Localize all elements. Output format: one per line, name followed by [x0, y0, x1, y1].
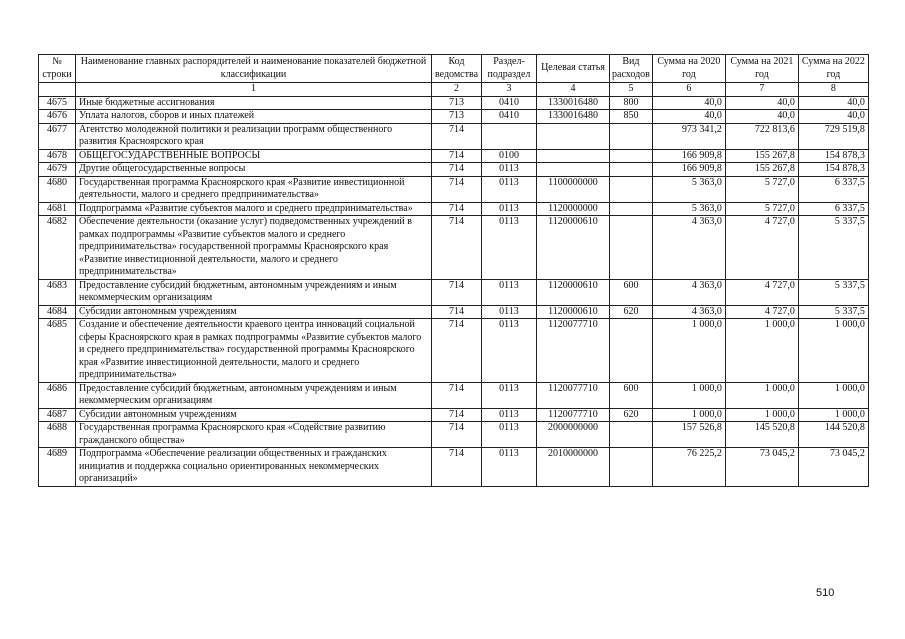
row-number-cell: 4677: [39, 123, 76, 149]
row-dept-cell: 714: [432, 279, 482, 305]
row-target-cell: 2010000000: [537, 448, 610, 487]
table-row: [39, 448, 869, 487]
header-row: [39, 55, 869, 83]
column-number-cell: 4: [537, 83, 610, 97]
row-sum-2021-cell: 155 267,8: [725, 163, 798, 177]
row-exp-type-cell: [610, 149, 653, 163]
row-name-cell: Предоставление субсидий бюджетным, автономным учреждениям и иным некоммерческим организациям: [76, 279, 432, 305]
header-sum-2022: Сумма на 2022 год: [798, 55, 868, 83]
row-sum-2020-cell: 157 526,8: [652, 422, 725, 448]
row-number-cell: 4684: [39, 305, 76, 319]
row-number-cell: 4689: [39, 448, 76, 487]
row-dept-cell: 714: [432, 216, 482, 280]
row-sum-2021-cell: 4 727,0: [725, 279, 798, 305]
table-row: [39, 96, 869, 110]
row-section-cell: 0113: [482, 305, 537, 319]
row-name-cell: Иные бюджетные ассигнования: [76, 96, 432, 110]
row-name-cell: Агентство молодежной политики и реализации программ общественного развития Красноярского края: [76, 123, 432, 149]
row-section-cell: 0100: [482, 149, 537, 163]
row-number-cell: 4688: [39, 422, 76, 448]
row-target-cell: 1120077710: [537, 382, 610, 408]
header-section: Раздел-подраздел: [482, 55, 537, 83]
row-sum-2020-cell: 40,0: [652, 110, 725, 124]
column-number-cell: [39, 83, 76, 97]
row-exp-type-cell: [610, 123, 653, 149]
row-sum-2020-cell: 40,0: [652, 96, 725, 110]
row-number-cell: 4679: [39, 163, 76, 177]
table-row: [39, 163, 869, 177]
row-name-cell: Субсидии автономным учреждениям: [76, 408, 432, 422]
row-section-cell: 0410: [482, 96, 537, 110]
row-section-cell: [482, 123, 537, 149]
page-number: 510: [816, 587, 835, 599]
row-sum-2020-cell: 1 000,0: [652, 319, 725, 383]
row-sum-2021-cell: 145 520,8: [725, 422, 798, 448]
row-section-cell: 0113: [482, 279, 537, 305]
row-section-cell: 0113: [482, 422, 537, 448]
row-sum-2022-cell: 1 000,0: [798, 408, 868, 422]
row-dept-cell: 714: [432, 408, 482, 422]
row-sum-2021-cell: 155 267,8: [725, 149, 798, 163]
table-row: [39, 123, 869, 149]
row-section-cell: 0113: [482, 319, 537, 383]
row-target-cell: [537, 123, 610, 149]
row-target-cell: 1120077710: [537, 408, 610, 422]
header-dept: Код ведомства: [432, 55, 482, 83]
row-exp-type-cell: [610, 216, 653, 280]
row-exp-type-cell: [610, 176, 653, 202]
row-sum-2022-cell: 1 000,0: [798, 382, 868, 408]
row-target-cell: [537, 163, 610, 177]
row-dept-cell: 714: [432, 149, 482, 163]
row-sum-2022-cell: 5 337,5: [798, 216, 868, 280]
row-dept-cell: 714: [432, 305, 482, 319]
row-exp-type-cell: 620: [610, 408, 653, 422]
table-row: [39, 422, 869, 448]
row-number-cell: 4682: [39, 216, 76, 280]
row-sum-2021-cell: 4 727,0: [725, 305, 798, 319]
table-row: [39, 382, 869, 408]
row-number-cell: 4675: [39, 96, 76, 110]
row-sum-2020-cell: 4 363,0: [652, 305, 725, 319]
row-sum-2021-cell: 40,0: [725, 110, 798, 124]
row-sum-2021-cell: 73 045,2: [725, 448, 798, 487]
row-exp-type-cell: 850: [610, 110, 653, 124]
row-sum-2022-cell: 40,0: [798, 110, 868, 124]
row-number-cell: 4683: [39, 279, 76, 305]
row-sum-2022-cell: 73 045,2: [798, 448, 868, 487]
table-row: [39, 110, 869, 124]
row-sum-2021-cell: 1 000,0: [725, 408, 798, 422]
row-number-cell: 4681: [39, 202, 76, 216]
row-name-cell: Уплата налогов, сборов и иных платежей: [76, 110, 432, 124]
row-sum-2021-cell: 40,0: [725, 96, 798, 110]
row-name-cell: ОБЩЕГОСУДАРСТВЕННЫЕ ВОПРОСЫ: [76, 149, 432, 163]
row-target-cell: 1330016480: [537, 110, 610, 124]
row-number-cell: 4676: [39, 110, 76, 124]
row-target-cell: 1120000610: [537, 279, 610, 305]
row-sum-2022-cell: 40,0: [798, 96, 868, 110]
header-sum-2021: Сумма на 2021 год: [725, 55, 798, 83]
header-name: Наименование главных распорядителей и наименование показателей бюджетной классификации: [76, 55, 432, 83]
row-section-cell: 0113: [482, 448, 537, 487]
row-target-cell: [537, 149, 610, 163]
table-row: [39, 319, 869, 383]
row-dept-cell: 713: [432, 110, 482, 124]
row-dept-cell: 714: [432, 123, 482, 149]
row-number-cell: 4685: [39, 319, 76, 383]
row-exp-type-cell: [610, 422, 653, 448]
row-name-cell: Другие общегосударственные вопросы: [76, 163, 432, 177]
row-sum-2020-cell: 76 225,2: [652, 448, 725, 487]
row-name-cell: Государственная программа Красноярского края «Содействие развитию гражданского общества»: [76, 422, 432, 448]
row-exp-type-cell: [610, 163, 653, 177]
row-target-cell: 1120000610: [537, 216, 610, 280]
row-exp-type-cell: [610, 448, 653, 487]
row-dept-cell: 714: [432, 202, 482, 216]
row-name-cell: Подпрограмма «Обеспечение реализации общественных и гражданских инициатив и поддержка социально ориентированных некоммерческих организаций»: [76, 448, 432, 487]
row-section-cell: 0410: [482, 110, 537, 124]
column-number-cell: 1: [76, 83, 432, 97]
row-sum-2020-cell: 1 000,0: [652, 382, 725, 408]
row-dept-cell: 714: [432, 382, 482, 408]
table-row: [39, 305, 869, 319]
row-target-cell: 1120000610: [537, 305, 610, 319]
row-sum-2022-cell: 729 519,8: [798, 123, 868, 149]
row-dept-cell: 714: [432, 422, 482, 448]
row-name-cell: Создание и обеспечение деятельности краевого центра инноваций социальной сферы Красноярского края в рамках подпрограммы «Развитие субъектов малого и среднего предпринимательства» государственной программы Красноярского края «Развитие инвестиционной деятельности, малого и среднего предпринимательства»: [76, 319, 432, 383]
row-sum-2021-cell: 5 727,0: [725, 176, 798, 202]
row-exp-type-cell: 600: [610, 279, 653, 305]
table-row: [39, 408, 869, 422]
row-target-cell: 1120000000: [537, 202, 610, 216]
row-name-cell: Обеспечение деятельности (оказание услуг) подведомственных учреждений в рамках подпрограммы «Развитие субъектов малого и среднего предпринимательства» государственной программы Красноярского края «Развитие инвестиционной деятельности, малого и среднего предпринимательства»: [76, 216, 432, 280]
row-name-cell: Предоставление субсидий бюджетным, автономным учреждениям и иным некоммерческим организациям: [76, 382, 432, 408]
row-name-cell: Государственная программа Красноярского края «Развитие инвестиционной деятельности, малого и среднего предпринимательства»: [76, 176, 432, 202]
column-number-cell: 3: [482, 83, 537, 97]
table-row: [39, 202, 869, 216]
row-number-cell: 4678: [39, 149, 76, 163]
row-target-cell: 1120077710: [537, 319, 610, 383]
column-number-cell: 8: [798, 83, 868, 97]
row-exp-type-cell: 620: [610, 305, 653, 319]
row-target-cell: 2000000000: [537, 422, 610, 448]
table-body: [39, 96, 869, 486]
row-sum-2022-cell: 6 337,5: [798, 202, 868, 216]
row-sum-2020-cell: 4 363,0: [652, 216, 725, 280]
row-sum-2020-cell: 5 363,0: [652, 202, 725, 216]
row-sum-2020-cell: 5 363,0: [652, 176, 725, 202]
row-sum-2021-cell: 5 727,0: [725, 202, 798, 216]
row-sum-2022-cell: 144 520,8: [798, 422, 868, 448]
row-name-cell: Подпрограмма «Развитие субъектов малого и среднего предпринимательства»: [76, 202, 432, 216]
row-sum-2020-cell: 166 909,8: [652, 163, 725, 177]
row-section-cell: 0113: [482, 163, 537, 177]
table-row: [39, 149, 869, 163]
row-dept-cell: 714: [432, 163, 482, 177]
column-number-cell: 6: [652, 83, 725, 97]
row-sum-2021-cell: 1 000,0: [725, 382, 798, 408]
row-section-cell: 0113: [482, 408, 537, 422]
row-exp-type-cell: 800: [610, 96, 653, 110]
header-exp-type: Вид расходов: [610, 55, 653, 83]
header-target: Целевая статья: [537, 55, 610, 83]
header-row-no: № строки: [39, 55, 76, 83]
column-number-cell: 7: [725, 83, 798, 97]
row-sum-2022-cell: 154 878,3: [798, 163, 868, 177]
row-section-cell: 0113: [482, 176, 537, 202]
row-number-cell: 4686: [39, 382, 76, 408]
row-sum-2020-cell: 973 341,2: [652, 123, 725, 149]
table-row: [39, 279, 869, 305]
row-section-cell: 0113: [482, 202, 537, 216]
header-sum-2020: Сумма на 2020 год: [652, 55, 725, 83]
row-target-cell: 1330016480: [537, 96, 610, 110]
table-row: [39, 176, 869, 202]
row-sum-2022-cell: 1 000,0: [798, 319, 868, 383]
row-sum-2021-cell: 4 727,0: [725, 216, 798, 280]
row-section-cell: 0113: [482, 216, 537, 280]
row-sum-2022-cell: 154 878,3: [798, 149, 868, 163]
column-number-cell: 2: [432, 83, 482, 97]
column-number-row: [39, 83, 869, 97]
row-section-cell: 0113: [482, 382, 537, 408]
row-dept-cell: 714: [432, 319, 482, 383]
row-dept-cell: 713: [432, 96, 482, 110]
row-sum-2020-cell: 4 363,0: [652, 279, 725, 305]
row-sum-2022-cell: 5 337,5: [798, 279, 868, 305]
budget-table: [38, 54, 869, 487]
row-exp-type-cell: 600: [610, 382, 653, 408]
row-sum-2022-cell: 6 337,5: [798, 176, 868, 202]
row-dept-cell: 714: [432, 176, 482, 202]
row-dept-cell: 714: [432, 448, 482, 487]
row-sum-2022-cell: 5 337,5: [798, 305, 868, 319]
row-sum-2021-cell: 722 813,6: [725, 123, 798, 149]
row-sum-2021-cell: 1 000,0: [725, 319, 798, 383]
row-number-cell: 4687: [39, 408, 76, 422]
table-row: [39, 216, 869, 280]
row-target-cell: 1100000000: [537, 176, 610, 202]
row-sum-2020-cell: 166 909,8: [652, 149, 725, 163]
row-exp-type-cell: [610, 202, 653, 216]
row-number-cell: 4680: [39, 176, 76, 202]
row-exp-type-cell: [610, 319, 653, 383]
row-sum-2020-cell: 1 000,0: [652, 408, 725, 422]
row-name-cell: Субсидии автономным учреждениям: [76, 305, 432, 319]
column-number-cell: 5: [610, 83, 653, 97]
